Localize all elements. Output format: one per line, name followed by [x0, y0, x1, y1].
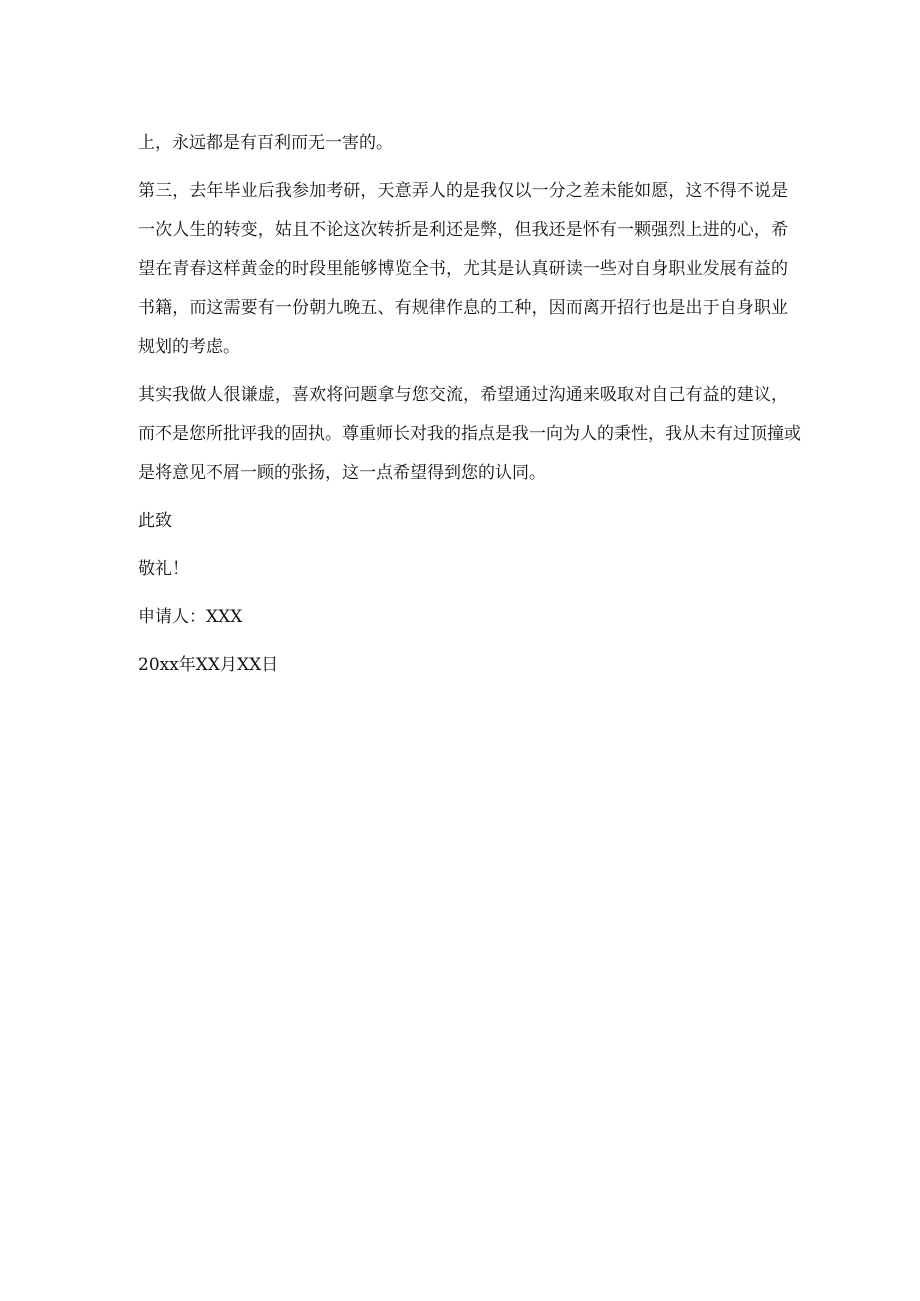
- closing-text: 此致: [138, 511, 172, 531]
- paragraph-3: [138, 376, 801, 493]
- paragraph-2: [138, 172, 788, 367]
- paragraph-line: 书籍，而这需要有一份朝九晚五、有规律作息的工种，因而离开招行也是出于自身职业: [138, 298, 788, 318]
- paragraph-line: 而不是您所批评我的固执。尊重师长对我的指点是我一向为人的秉性，我从未有过顶撞或: [138, 424, 801, 444]
- salutation-text: 敬礼！: [138, 559, 189, 579]
- letter-body: [138, 124, 801, 694]
- paragraph-line: 一次人生的转变，姑且不论这次转折是利还是弊，但我还是怀有一颗强烈上进的心，希: [138, 220, 788, 240]
- paragraph-line: 上，永远都是有百利而无一害的。: [138, 133, 393, 153]
- paragraph-line: 是将意见不屑一顾的张扬，这一点希望得到您的认同。: [138, 463, 546, 483]
- paragraph-1: [138, 124, 788, 163]
- paragraph-line: 望在青春这样黄金的时段里能够博览全书，尤其是认真研读一些对自身职业发展有益的: [138, 259, 788, 279]
- paragraph-line: 规划的考虑。: [138, 337, 240, 357]
- paragraph-line: 第三，去年毕业后我参加考研，天意弄人的是我仅以一分之差未能如愿，这不得不说是: [138, 181, 788, 201]
- signature-text: 申请人：XXX: [138, 607, 243, 627]
- paragraph-line: 其实我做人很谦虚，喜欢将问题拿与您交流，希望通过沟通来吸取对自己有益的建议，: [138, 385, 788, 405]
- date-text: 20xx年XX月XX日: [138, 655, 279, 675]
